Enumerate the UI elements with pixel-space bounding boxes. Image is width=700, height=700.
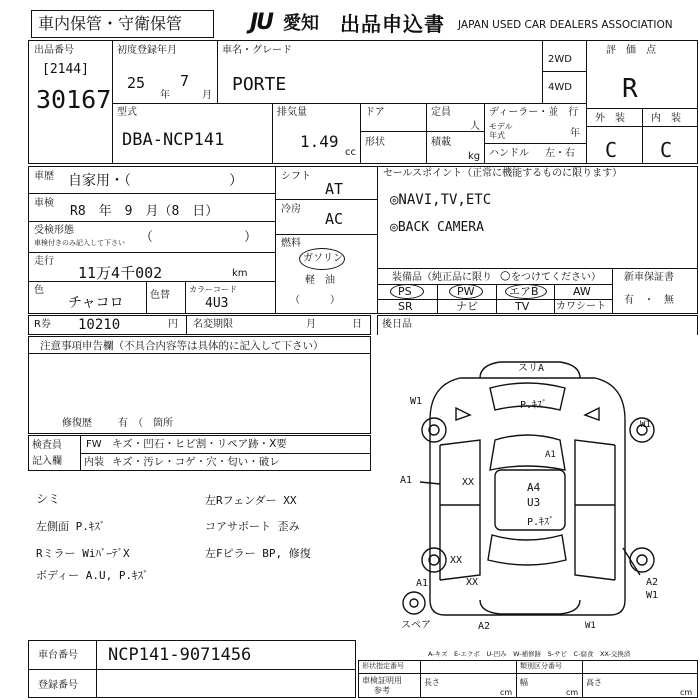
first-reg-label: 初度登録年月 bbox=[117, 45, 177, 56]
reg-limit-month: 月 bbox=[306, 319, 316, 330]
inspector-note-left-3: Rミラー WiﾊﾞｰﾃﾞX bbox=[36, 547, 130, 560]
inspection-type-value: （ ） bbox=[140, 230, 258, 245]
damage-mark-a2-right: A2 bbox=[646, 577, 659, 588]
equipment-label: 装備品（純正品に限り bbox=[392, 272, 492, 283]
inspection-type-note: 車検付きのみ記入して下さい bbox=[34, 239, 125, 247]
damage-mark-w1-rear-right: W1 bbox=[585, 621, 596, 631]
exterior-grade: C bbox=[605, 138, 618, 162]
history-label: 車歴 bbox=[34, 171, 54, 182]
lot-number: 30167 bbox=[36, 85, 112, 114]
equip-tv: TV bbox=[515, 300, 530, 313]
reg-number-label: 登録番号 bbox=[38, 680, 78, 691]
reg-limit-day: 日 bbox=[352, 319, 362, 330]
inspector-note-left-1: シミ bbox=[36, 492, 61, 506]
recycle-value: 10210 bbox=[78, 317, 121, 333]
inspector-label-2: 記入欄 bbox=[32, 456, 62, 467]
shift-value: AT bbox=[325, 180, 344, 198]
inspector-label-1: 検査員 bbox=[32, 440, 62, 451]
damage-mark-xx-side: XX bbox=[450, 555, 463, 566]
repair-value: 有 （ 箇所 bbox=[118, 418, 173, 429]
class-spec-label: 類別区分番号 bbox=[520, 662, 562, 670]
capacity-label: 定員 bbox=[431, 107, 451, 118]
load-unit: kg bbox=[468, 151, 481, 162]
new-warranty-value: 有 ・ 無 bbox=[624, 295, 674, 306]
capacity-unit: 人 bbox=[470, 121, 480, 132]
cert-label: 車検証明用 bbox=[362, 676, 402, 685]
equip-aw: AW bbox=[573, 285, 591, 298]
equipment-label-2: をつけてください） bbox=[511, 272, 601, 283]
mileage-label: 走行 bbox=[34, 256, 54, 267]
ju-logo-icon: JU bbox=[250, 10, 273, 35]
first-reg-month: 7 bbox=[180, 72, 190, 90]
form-subtitle: JAPAN USED CAR DEALERS ASSOCIATION bbox=[458, 19, 673, 31]
equip-ps: PS bbox=[398, 285, 412, 298]
dealer-label: ディーラー・並 行 bbox=[489, 107, 579, 118]
equip-pw: PW bbox=[457, 285, 475, 298]
color-value: チャコロ bbox=[68, 295, 124, 311]
equipment-circle-mark-icon: ○ bbox=[500, 268, 511, 282]
grade-value: R bbox=[622, 74, 638, 104]
color-code: 4U3 bbox=[205, 296, 229, 311]
fuel-gasoline: ガソリン bbox=[303, 253, 343, 264]
equip-leather-seat: カワシート bbox=[556, 301, 606, 312]
damage-mark-a2-rear: A2 bbox=[478, 621, 491, 632]
inspector-note-right-1: 左Rフェンダー XX bbox=[205, 494, 297, 507]
damage-mark-front-1: スリA bbox=[518, 363, 545, 374]
damage-mark-w1-left: W1 bbox=[410, 396, 423, 407]
damage-mark-w1-right: W1 bbox=[646, 590, 659, 601]
door-label: ドア bbox=[365, 107, 385, 118]
car-name-value: PORTE bbox=[232, 74, 287, 95]
width-unit: cm bbox=[566, 688, 579, 697]
first-reg-year: 25 bbox=[127, 74, 146, 92]
grade-label: 評 価 点 bbox=[606, 45, 656, 56]
notes-label: 注意事項申告欄（不具合内容等は具体的に記入して下さい） bbox=[40, 340, 324, 352]
interior-label: 内 装 bbox=[651, 113, 681, 124]
inspector-row2-head: 内装 bbox=[84, 457, 104, 468]
damage-mark-a1-mid: A1 bbox=[545, 450, 556, 460]
sales-point-line-2: ◎BACK CAMERA bbox=[390, 220, 484, 235]
damage-mark-xx-rear: XX bbox=[466, 577, 479, 588]
repair-label: 修復歴 bbox=[62, 418, 92, 429]
shape-spec-label: 形状指定番号 bbox=[362, 662, 404, 670]
first-reg-year-unit: 年 bbox=[160, 90, 170, 101]
color-label: 色 bbox=[34, 285, 44, 296]
inspector-note-right-2: コアサポート 歪み bbox=[205, 520, 300, 533]
inspector-note-right-3: 左Fピラー BP, 修復 bbox=[205, 547, 311, 560]
displacement-unit: cc bbox=[345, 147, 356, 158]
damage-mark-bonnet: P.ｷｽﾞ bbox=[520, 400, 548, 411]
damage-mark-roof-u3: U3 bbox=[527, 496, 541, 509]
drive-2wd: 2WD bbox=[548, 54, 572, 65]
mileage-unit: km bbox=[232, 268, 248, 279]
mileage-value: 11万4千002 bbox=[78, 264, 163, 282]
new-warranty-label: 新車保証書 bbox=[624, 272, 674, 283]
height-unit: cm bbox=[680, 688, 693, 697]
load-label: 積載 bbox=[431, 137, 451, 148]
damage-mark-w1-top-right: W1 bbox=[640, 420, 651, 430]
cert-sub: 参考 bbox=[374, 686, 390, 695]
fuel-diesel: 軽 油 bbox=[305, 275, 335, 286]
exterior-label: 外 装 bbox=[595, 113, 625, 124]
inspector-note-left-2: 左側面 P.ｷｽﾞ bbox=[36, 520, 106, 533]
handle-label: ハンドル bbox=[489, 148, 529, 159]
damage-mark-a1-rear: A1 bbox=[416, 578, 429, 589]
inspector-row2: キズ・汚レ・コゲ・穴・匂い・破レ bbox=[112, 456, 280, 468]
length-unit: cm bbox=[500, 688, 513, 697]
model-value: DBA-NCP141 bbox=[122, 130, 225, 150]
inspection-value: R8 年 9 月（8 日） bbox=[70, 204, 219, 219]
drive-4wd: 4WD bbox=[548, 82, 572, 93]
damage-mark-a1-left: A1 bbox=[400, 475, 413, 486]
damage-mark-xx-left: XX bbox=[462, 477, 475, 488]
first-reg-month-unit: 月 bbox=[202, 90, 212, 101]
later-date-box bbox=[377, 315, 698, 335]
fuel-other: （ ） bbox=[290, 295, 340, 306]
height-label: 高さ bbox=[586, 678, 602, 687]
inspection-type-label: 受検形態 bbox=[34, 225, 74, 236]
shift-label: シフト bbox=[281, 171, 311, 182]
displacement-label: 排気量 bbox=[277, 107, 307, 118]
fuel-label: 燃料 bbox=[281, 238, 301, 249]
reg-limit-label: 名変期限 bbox=[193, 319, 233, 330]
lot-label: 出品番号 bbox=[34, 45, 74, 56]
garage-badge-text: 車内保管・守衛保管 bbox=[38, 14, 183, 33]
form-title: 出品申込書 bbox=[340, 12, 445, 36]
inspector-row1-head: FW bbox=[86, 439, 102, 450]
interior-grade: C bbox=[660, 138, 673, 162]
equip-sr: SR bbox=[398, 300, 413, 313]
damage-legend: A-キズ E-エクボ U-凹み W-補修跡 S-サビ C-腐食 XX-交換済 bbox=[428, 650, 631, 658]
year-unit: 年 bbox=[570, 128, 580, 139]
damage-mark-roof-a4: A4 bbox=[527, 481, 541, 494]
later-date-label: 後日品 bbox=[382, 319, 412, 330]
equip-airbag: エアB bbox=[509, 285, 539, 298]
inspection-label: 車検 bbox=[34, 198, 54, 209]
color-swap-label: 色替 bbox=[150, 290, 170, 301]
model-year-label: モデル bbox=[489, 122, 513, 131]
sales-point-line-1: ◎NAVI,TV,ETC bbox=[390, 192, 492, 208]
length-label: 長さ bbox=[424, 678, 440, 687]
width-label: 幅 bbox=[520, 678, 528, 687]
ac-label: 冷房 bbox=[281, 204, 301, 215]
inspector-row1: キズ・凹石・ヒビ割・リペア跡・X要 bbox=[112, 438, 287, 450]
recycle-label: R券 bbox=[34, 319, 51, 330]
org-name: 愛知 bbox=[283, 13, 319, 34]
lot-sub-number: [2144] bbox=[42, 62, 89, 77]
equip-navi: ナビ bbox=[456, 300, 478, 313]
history-value: 自家用・（ ） bbox=[68, 173, 243, 189]
handle-options: 左・右 bbox=[545, 148, 575, 159]
displacement-value: 1.49 bbox=[300, 132, 339, 151]
model-label: 型式 bbox=[117, 107, 137, 118]
chassis-label: 車台番号 bbox=[38, 650, 78, 661]
ac-value: AC bbox=[325, 210, 344, 228]
sales-point-label: セールスポイント（正常に機能するものに限ります） bbox=[383, 168, 623, 179]
spare-label: スペア bbox=[401, 620, 431, 631]
damage-mark-roof-p: P.ｷｽﾞ bbox=[527, 517, 555, 528]
inspector-note-left-4: ボディー A.U, P.ｷｽﾞ bbox=[36, 569, 149, 582]
color-code-label: カラーコード bbox=[189, 285, 237, 294]
shape-label: 形状 bbox=[365, 137, 385, 148]
year-label: 年式 bbox=[489, 131, 505, 140]
car-name-label: 車名・グレード bbox=[222, 45, 292, 56]
chassis-value: NCP141-9071456 bbox=[108, 645, 252, 665]
recycle-unit: 円 bbox=[168, 319, 178, 330]
